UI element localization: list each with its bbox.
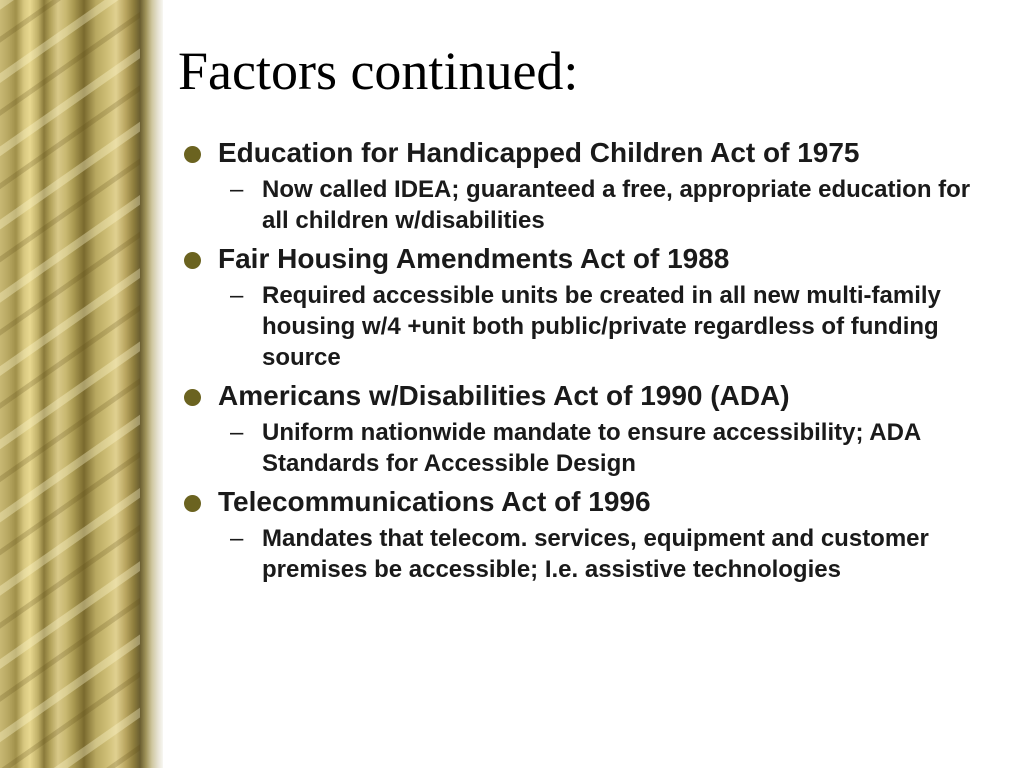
dash-icon: – xyxy=(230,419,244,446)
bullet-text: Americans w/Disabilities Act of 1990 (ADA) xyxy=(218,380,790,411)
bullet-item xyxy=(182,379,1002,479)
sub-bullet xyxy=(218,417,1002,479)
bullet-dot-icon xyxy=(184,389,201,406)
diagonal-stripe-pattern xyxy=(0,0,163,768)
sub-bullet-text: Mandates that telecom. services, equipment and customer premises be accessible; I.e. assistive technologies xyxy=(262,525,929,583)
dash-icon: – xyxy=(230,525,244,552)
gold-striped-border xyxy=(0,0,163,768)
slide-title: Factors continued: xyxy=(178,41,579,101)
bullet-item xyxy=(182,242,1002,373)
bullet-list xyxy=(182,136,1002,591)
bullet-text: Fair Housing Amendments Act of 1988 xyxy=(218,243,730,274)
dash-icon: – xyxy=(230,176,244,203)
sub-bullet xyxy=(218,280,1002,373)
sub-bullet-text: Required accessible units be created in all new multi-family housing w/4 +unit both public/private regardless of funding source xyxy=(262,282,941,371)
bullet-text: Telecommunications Act of 1996 xyxy=(218,486,651,517)
bullet-item xyxy=(182,136,1002,236)
dash-icon: – xyxy=(230,282,244,309)
bullet-dot-icon xyxy=(184,252,201,269)
sub-bullet-text: Uniform nationwide mandate to ensure accessibility; ADA Standards for Accessible Design xyxy=(262,419,921,477)
bullet-dot-icon xyxy=(184,146,201,163)
sub-bullet xyxy=(218,523,1002,585)
sub-bullet xyxy=(218,174,1002,236)
bullet-dot-icon xyxy=(184,495,201,512)
bullet-item xyxy=(182,485,1002,585)
bullet-text: Education for Handicapped Children Act of 1975 xyxy=(218,137,860,168)
sub-bullet-text: Now called IDEA; guaranteed a free, appropriate education for all children w/disabilities xyxy=(262,176,971,234)
